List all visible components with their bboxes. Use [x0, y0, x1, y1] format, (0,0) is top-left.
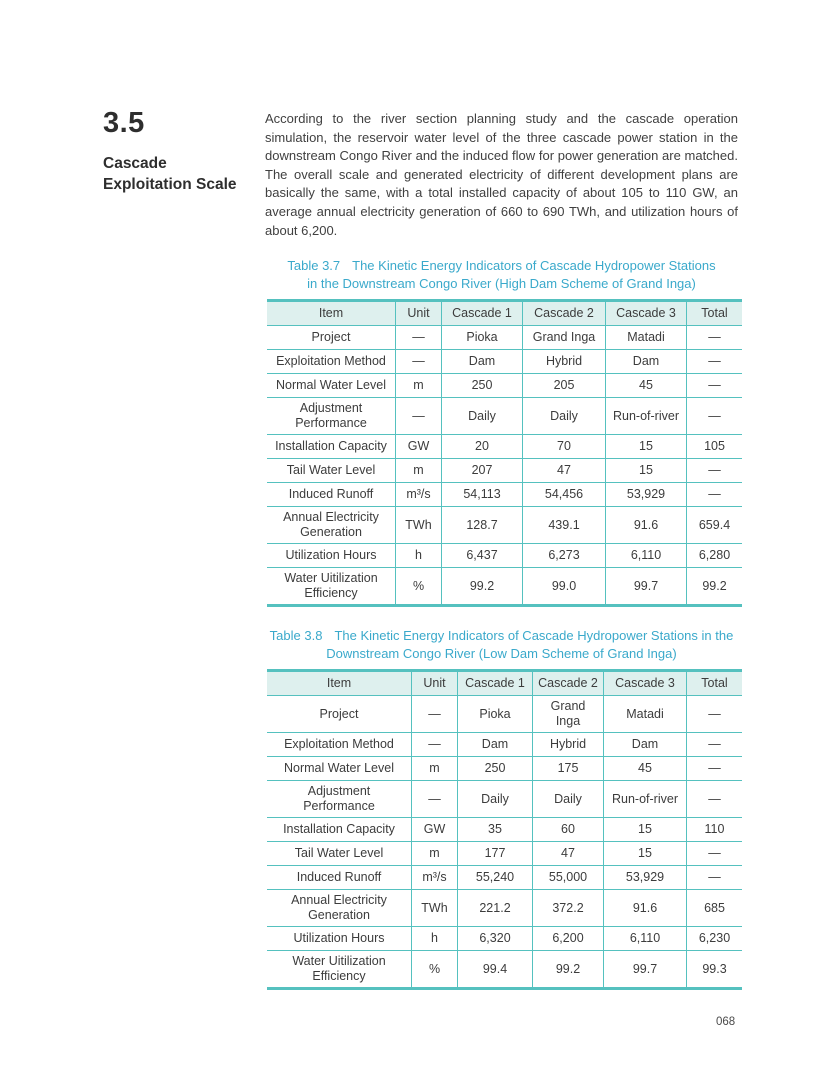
cell-value: —	[687, 350, 743, 374]
cell-value: h	[412, 927, 458, 951]
cell-value: —	[687, 459, 743, 483]
cell-value: 128.7	[442, 507, 523, 544]
cell-value: Hybrid	[533, 733, 604, 757]
cell-value: 55,000	[533, 866, 604, 890]
cell-value: Dam	[458, 733, 533, 757]
cell-value: Pioka	[458, 696, 533, 733]
cell-value: 15	[604, 818, 687, 842]
column-header: Item	[267, 671, 412, 696]
cell-value: m	[412, 842, 458, 866]
cell-value: Pioka	[442, 326, 523, 350]
cell-value: 659.4	[687, 507, 743, 544]
cell-value: —	[687, 483, 743, 507]
table-body	[267, 326, 742, 606]
cell-value: 105	[687, 435, 743, 459]
cell-value: 60	[533, 818, 604, 842]
caption-line: in the Downstream Congo River (High Dam Scheme of Grand Inga)	[307, 276, 696, 291]
table-row	[267, 459, 742, 483]
section-title: Cascade Exploitation Scale	[103, 155, 237, 193]
cell-value: —	[687, 326, 743, 350]
row-label: Installation Capacity	[267, 818, 412, 842]
cell-value: m³/s	[412, 866, 458, 890]
table-row	[267, 757, 742, 781]
cell-value: 54,113	[442, 483, 523, 507]
cell-value: 372.2	[533, 890, 604, 927]
table-row	[267, 374, 742, 398]
cell-value: —	[687, 374, 743, 398]
table-3-7	[267, 299, 742, 607]
cell-value: 6,110	[604, 927, 687, 951]
column-header: Cascade 3	[606, 301, 687, 326]
section-number: 3.5	[103, 107, 145, 139]
row-label: Utilization Hours	[267, 927, 412, 951]
caption-line	[265, 627, 738, 645]
table-row	[267, 866, 742, 890]
cell-value: Dam	[604, 733, 687, 757]
table-row	[267, 398, 742, 435]
cell-value: 99.7	[606, 568, 687, 606]
cell-value: —	[396, 398, 442, 435]
cell-value: 439.1	[523, 507, 606, 544]
table-row	[267, 568, 742, 606]
cell-value: —	[687, 696, 743, 733]
cell-value: 53,929	[604, 866, 687, 890]
cell-value: 35	[458, 818, 533, 842]
cell-value: Daily	[458, 781, 533, 818]
cell-value: —	[412, 696, 458, 733]
cell-value: 6,110	[606, 544, 687, 568]
column-header: Cascade 1	[442, 301, 523, 326]
cell-value: 47	[523, 459, 606, 483]
row-label: Tail Water Level	[267, 459, 396, 483]
cell-value: h	[396, 544, 442, 568]
row-label: Induced Runoff	[267, 483, 396, 507]
table-3-8-caption	[265, 627, 738, 663]
row-label: Annual Electricity Generation	[267, 890, 412, 927]
cell-value: 15	[606, 435, 687, 459]
cell-value: Dam	[442, 350, 523, 374]
table-header	[267, 301, 742, 326]
row-label: Normal Water Level	[267, 757, 412, 781]
cell-value: 55,240	[458, 866, 533, 890]
row-label: Annual Electricity Generation	[267, 507, 396, 544]
table-row	[267, 326, 742, 350]
cell-value: 110	[687, 818, 743, 842]
body-paragraph: According to the river section planning study and the cascade operation simulation, the reservoir water level of the three cascade power station in the downstream Congo River and the induced flow for power generation are matched. The overall scale and generated electricity of different development plans are basically the same, with a total installed capacity of about 105 to 110 GW, an average annual electricity generation of 660 to 690 TWh, and utilization hours of about 6,200.	[265, 111, 738, 238]
table-row	[267, 483, 742, 507]
cell-value: —	[687, 398, 743, 435]
cell-value: Grand Inga	[523, 326, 606, 350]
cell-value: 221.2	[458, 890, 533, 927]
row-label: Tail Water Level	[267, 842, 412, 866]
column-header: Cascade 2	[523, 301, 606, 326]
row-label: Project	[267, 326, 396, 350]
column-header: Total	[687, 671, 743, 696]
column-header: Item	[267, 301, 396, 326]
cell-value: GW	[396, 435, 442, 459]
cell-value: 6,230	[687, 927, 743, 951]
table-row	[267, 927, 742, 951]
cell-value: 91.6	[604, 890, 687, 927]
caption-label: Table 3.8	[269, 628, 323, 643]
cell-value: Hybrid	[523, 350, 606, 374]
cell-value: 6,280	[687, 544, 743, 568]
caption-line	[265, 257, 738, 275]
page-number: 068	[716, 1016, 736, 1028]
cell-value: 70	[523, 435, 606, 459]
table-row	[267, 733, 742, 757]
cell-value: —	[687, 757, 743, 781]
cell-value: 54,456	[523, 483, 606, 507]
cell-value: 177	[458, 842, 533, 866]
cell-value: 175	[533, 757, 604, 781]
cell-value: 99.3	[687, 951, 743, 989]
table-row	[267, 842, 742, 866]
cell-value: —	[687, 866, 743, 890]
row-label: Adjustment Performance	[267, 781, 412, 818]
table-body	[267, 696, 742, 989]
cell-value: m	[412, 757, 458, 781]
cell-value: m	[396, 374, 442, 398]
cell-value: 45	[606, 374, 687, 398]
column-header: Unit	[412, 671, 458, 696]
cell-value: Matadi	[606, 326, 687, 350]
cell-value: TWh	[396, 507, 442, 544]
row-label: Exploitation Method	[267, 733, 412, 757]
row-label: Utilization Hours	[267, 544, 396, 568]
cell-value: 99.4	[458, 951, 533, 989]
cell-value: 99.2	[687, 568, 743, 606]
cell-value: —	[396, 326, 442, 350]
row-label: Project	[267, 696, 412, 733]
section-heading-block	[103, 107, 253, 195]
cell-value: —	[687, 733, 743, 757]
cell-value: 99.2	[533, 951, 604, 989]
cell-value: 47	[533, 842, 604, 866]
header-row	[267, 301, 742, 326]
cell-value: —	[687, 781, 743, 818]
column-header: Unit	[396, 301, 442, 326]
cell-value: 53,929	[606, 483, 687, 507]
cell-value: Dam	[606, 350, 687, 374]
cell-value: TWh	[412, 890, 458, 927]
cell-value: 6,273	[523, 544, 606, 568]
cell-value: Daily	[442, 398, 523, 435]
cell-value: 15	[604, 842, 687, 866]
cell-value: 250	[442, 374, 523, 398]
table-row	[267, 544, 742, 568]
table-row	[267, 350, 742, 374]
cell-value: —	[396, 350, 442, 374]
header-row	[267, 671, 742, 696]
cell-value: —	[412, 781, 458, 818]
table-row	[267, 818, 742, 842]
cell-value: m	[396, 459, 442, 483]
cell-value: Run-of-river	[606, 398, 687, 435]
cell-value: —	[687, 842, 743, 866]
cell-value: 99.0	[523, 568, 606, 606]
table-header	[267, 671, 742, 696]
column-header: Cascade 1	[458, 671, 533, 696]
cell-value: 15	[606, 459, 687, 483]
cell-value: m³/s	[396, 483, 442, 507]
cell-value: Daily	[533, 781, 604, 818]
cell-value: 205	[523, 374, 606, 398]
cell-value: 99.2	[442, 568, 523, 606]
cell-value: 250	[458, 757, 533, 781]
caption-text: The Kinetic Energy Indicators of Cascade Hydropower Stations	[352, 258, 716, 273]
cell-value: GW	[412, 818, 458, 842]
table-row	[267, 435, 742, 459]
table-row	[267, 951, 742, 989]
column-header: Cascade 3	[604, 671, 687, 696]
table-row	[267, 781, 742, 818]
table-row	[267, 890, 742, 927]
cell-value: %	[396, 568, 442, 606]
table-row	[267, 507, 742, 544]
table-3-7-caption	[265, 257, 738, 293]
row-label: Installation Capacity	[267, 435, 396, 459]
cell-value: 99.7	[604, 951, 687, 989]
cell-value: 6,437	[442, 544, 523, 568]
cell-value: 207	[442, 459, 523, 483]
row-label: Water Uitilization Efficiency	[267, 951, 412, 989]
row-label: Induced Runoff	[267, 866, 412, 890]
cell-value: Matadi	[604, 696, 687, 733]
cell-value: %	[412, 951, 458, 989]
column-header: Total	[687, 301, 743, 326]
row-label: Exploitation Method	[267, 350, 396, 374]
row-label: Water Uitilization Efficiency	[267, 568, 396, 606]
row-label: Normal Water Level	[267, 374, 396, 398]
cell-value: 6,200	[533, 927, 604, 951]
cell-value: Grand Inga	[533, 696, 604, 733]
cell-value: 45	[604, 757, 687, 781]
cell-value: Daily	[523, 398, 606, 435]
cell-value: 6,320	[458, 927, 533, 951]
cell-value: 685	[687, 890, 743, 927]
cell-value: 91.6	[606, 507, 687, 544]
caption-text: The Kinetic Energy Indicators of Cascade Hydropower Stations in the	[334, 628, 734, 643]
row-label: Adjustment Performance	[267, 398, 396, 435]
caption-label: Table 3.7	[287, 258, 341, 273]
table-3-8	[267, 669, 742, 990]
table-row	[267, 696, 742, 733]
cell-value: —	[412, 733, 458, 757]
column-header: Cascade 2	[533, 671, 604, 696]
cell-value: Run-of-river	[604, 781, 687, 818]
cell-value: 20	[442, 435, 523, 459]
caption-line: Downstream Congo River (Low Dam Scheme of Grand Inga)	[326, 646, 677, 661]
